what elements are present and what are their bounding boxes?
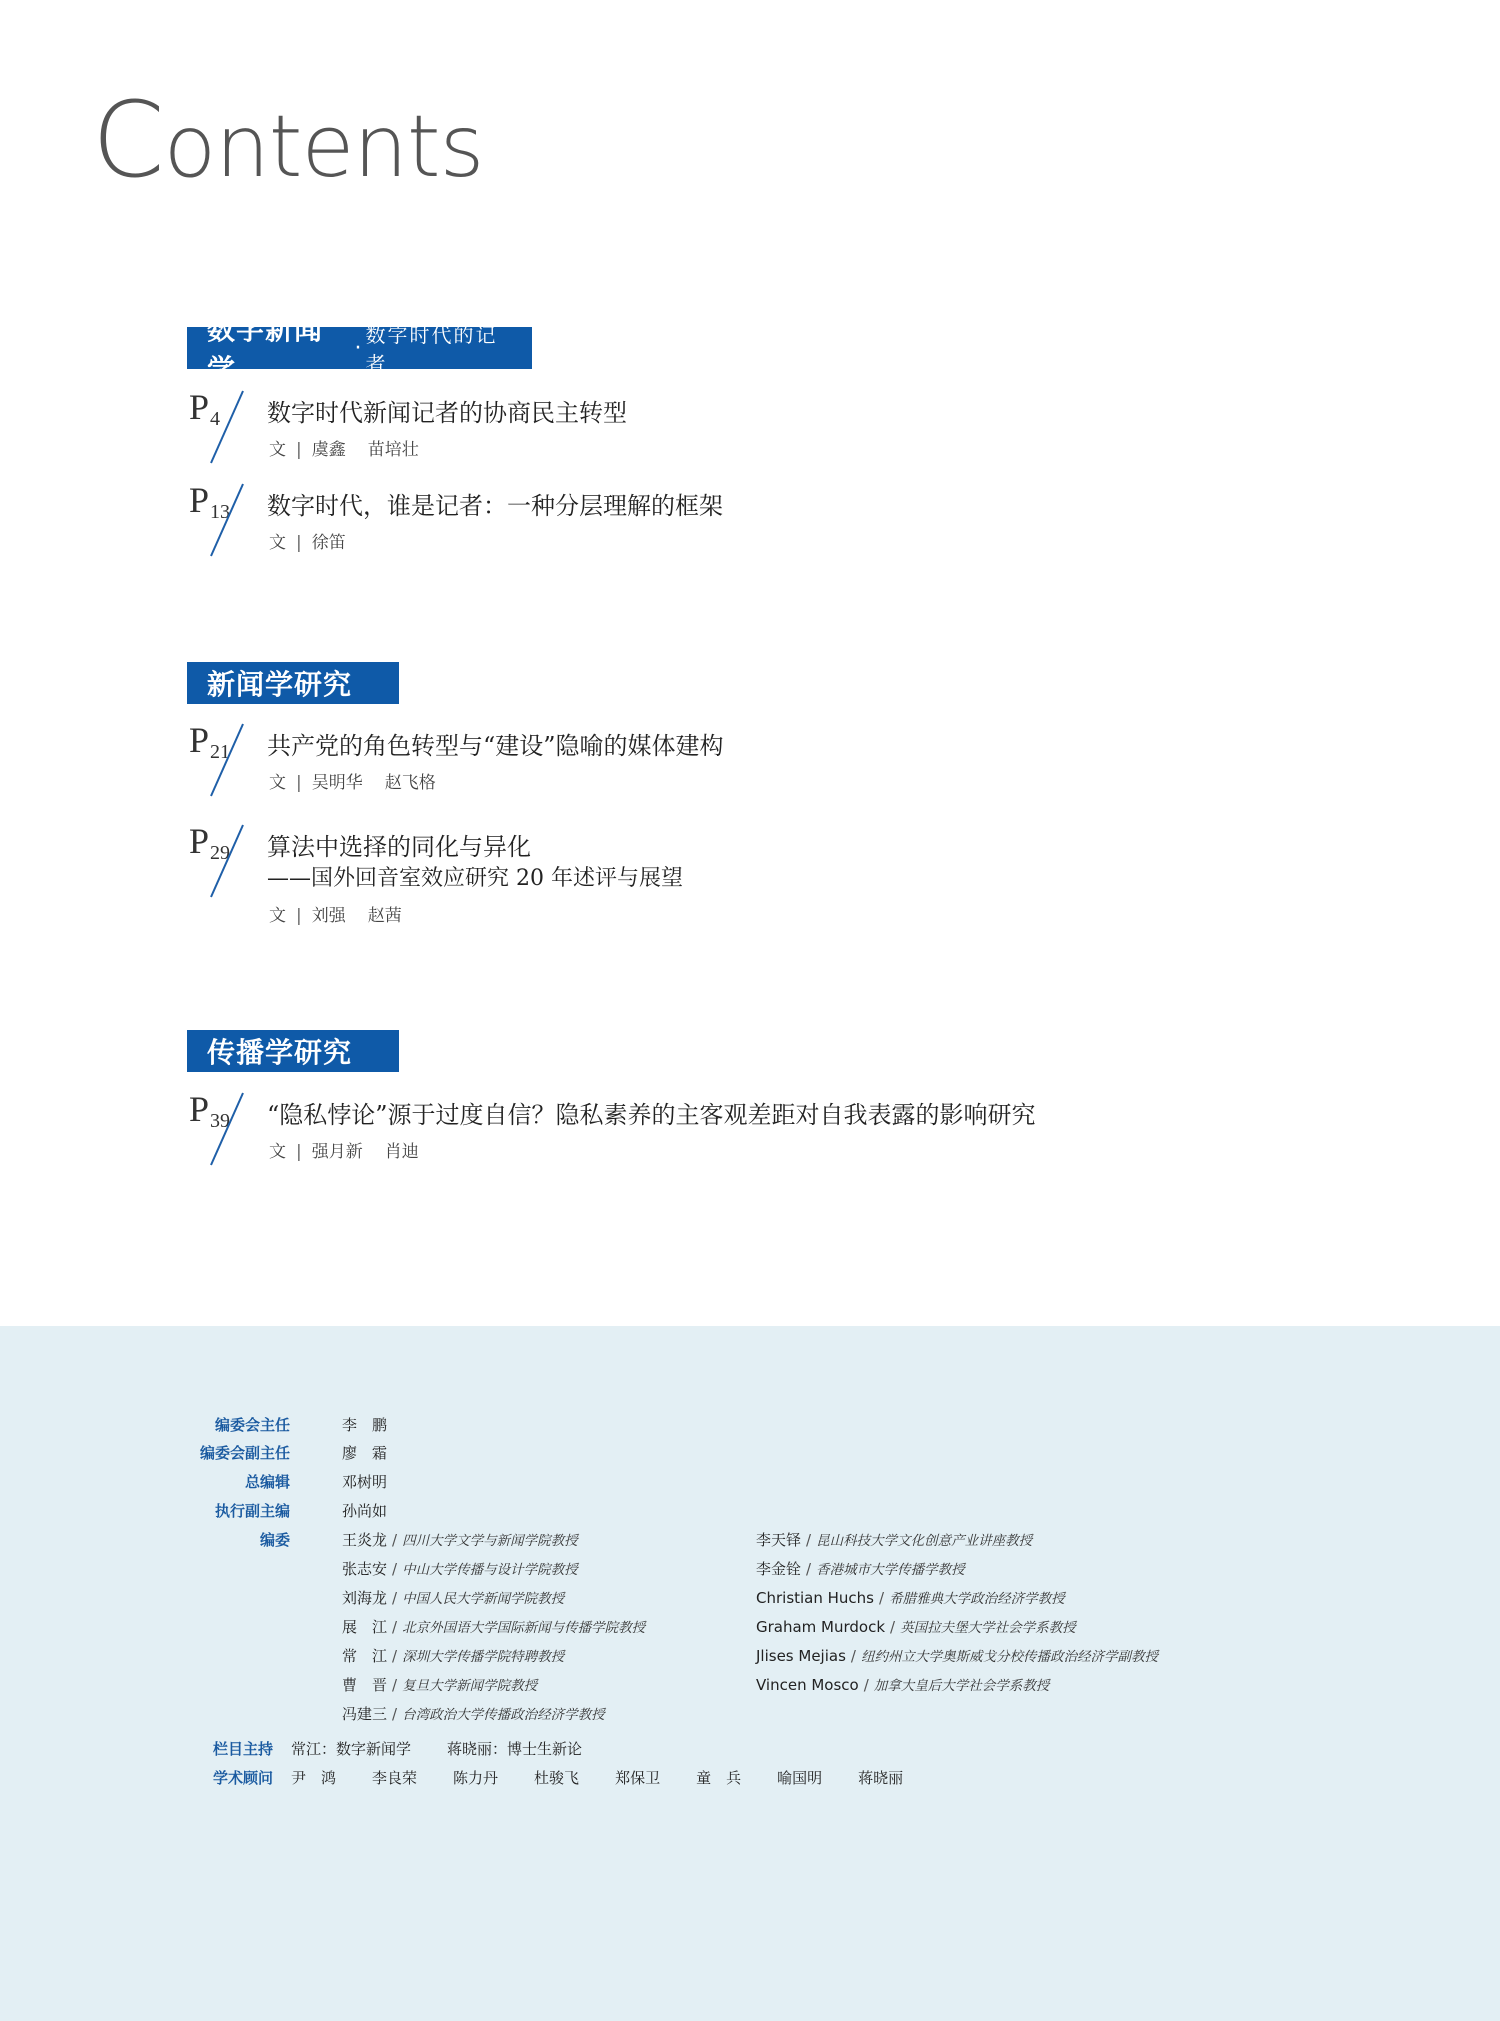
advisor: 尹 鸿 [291,1769,337,1787]
article-authors: 文 | 刘强 赵茜 [269,906,402,926]
advisor: 李良荣 [372,1769,418,1787]
slash-divider-icon [207,720,247,800]
board-member: 曹 晋 / 复旦大学新闻学院教授 [342,1676,538,1694]
role-label: 总编辑 [244,1473,290,1491]
advisors-label: 学术顾问 [212,1769,273,1787]
toc-entry[interactable] [187,385,1287,485]
column-hosts-label: 栏目主持 [212,1740,273,1758]
section-title: 新闻学研究 [207,668,353,701]
advisor: 杜骏飞 [534,1769,580,1787]
board-member: Christian Huchs / 希腊雅典大学政治经济学教授 [756,1589,1065,1607]
advisor: 蒋晓丽 [858,1769,904,1787]
role-value: 廖 霜 [342,1444,388,1462]
column-host: 蒋晓丽：博士生新论 [447,1740,583,1758]
board-member: 李金铨 / 香港城市大学传播学教授 [756,1560,965,1578]
page-number: $P_{39}$ [189,1089,231,1132]
page-number: $P_{13}$ [189,480,231,523]
column-hosts [291,1738,582,1759]
role-value: 邓树明 [342,1473,388,1491]
board-member: 刘海龙 / 中国人民大学新闻学院教授 [342,1589,565,1607]
board-member: 常 江 / 深圳大学传播学院特聘教授 [342,1647,565,1665]
column-host: 常江：数字新闻学 [291,1740,412,1758]
slash-divider-icon [207,1089,247,1169]
slash-divider-icon [207,480,247,560]
toc-entry[interactable] [187,1087,1287,1187]
advisor: 陈力丹 [453,1769,499,1787]
advisor: 喻国明 [777,1769,823,1787]
role-label: 执行副主编 [214,1502,290,1520]
role-label: 编委会副主任 [199,1444,290,1462]
academic-advisors [291,1767,903,1788]
section-title: 数字新闻学 [207,313,324,386]
article-title[interactable]: 数字时代新闻记者的协商民主转型 [267,399,627,427]
section-subtitle: 数字时代的记者 [365,323,498,376]
page-number: $P_4$ [189,387,221,430]
role-value: 李 鹏 [342,1416,388,1434]
page-number: $P_{21}$ [189,720,231,763]
article-title[interactable]: “隐私悖论”源于过度自信？隐私素养的主客观差距对自我表露的影响研究 [267,1101,1036,1129]
article-title[interactable]: 算法中选择的同化与异化 [267,833,531,861]
article-title[interactable]: 共产党的角色转型与“建设”隐喻的媒体建构 [267,732,724,760]
article-authors: 文 | 虞鑫 苗培壮 [269,440,419,460]
board-member: 展 江 / 北京外国语大学国际新闻与传播学院教授 [342,1618,646,1636]
board-member: 王炎龙 / 四川大学文学与新闻学院教授 [342,1531,578,1549]
slash-divider-icon [207,821,247,901]
article-authors: 文 | 强月新 肖迪 [269,1142,419,1162]
article-authors: 文 | 徐笛 [269,533,346,553]
article-subtitle: ——国外回音室效应研究 20 年述评与展望 [267,866,683,891]
role-value: 孙尚如 [342,1502,388,1520]
role-label: 编委会主任 [214,1416,290,1434]
contents-title: Contents [92,79,484,201]
section-header-journalism-research [187,662,399,704]
section-header-digital-journalism: 数字新闻学 · 数字时代的记者 [187,327,532,369]
advisor: 童 兵 [696,1769,742,1787]
slash-divider-icon [207,387,247,467]
section-title: 传播学研究 [207,1036,353,1069]
board-member: Jlises Mejias / 纽约州立大学奥斯威戈分校传播政治经济学副教授 [756,1647,1158,1665]
toc-entry[interactable] [187,478,1287,578]
article-title[interactable]: 数字时代，谁是记者：一种分层理解的框架 [267,492,723,520]
article-authors: 文 | 吴明华 赵飞格 [269,773,436,793]
board-member: 张志安 / 中山大学传播与设计学院教授 [342,1560,578,1578]
board-member: 李天铎 / 昆山科技大学文化创意产业讲座教授 [756,1531,1033,1549]
masthead-panel [0,1326,1500,2021]
board-label: 编委 [259,1531,290,1549]
toc-entry[interactable] [187,718,1287,818]
board-member: Vincen Mosco / 加拿大皇后大学社会学系教授 [756,1676,1050,1694]
page-number: $P_{29}$ [189,821,231,864]
board-member: 冯建三 / 台湾政治大学传播政治经济学教授 [342,1705,605,1723]
advisor: 郑保卫 [615,1769,661,1787]
section-header-communication-research [187,1030,399,1072]
board-member: Graham Murdock / 英国拉夫堡大学社会学系教授 [756,1618,1076,1636]
toc-entry[interactable] [187,819,1287,939]
